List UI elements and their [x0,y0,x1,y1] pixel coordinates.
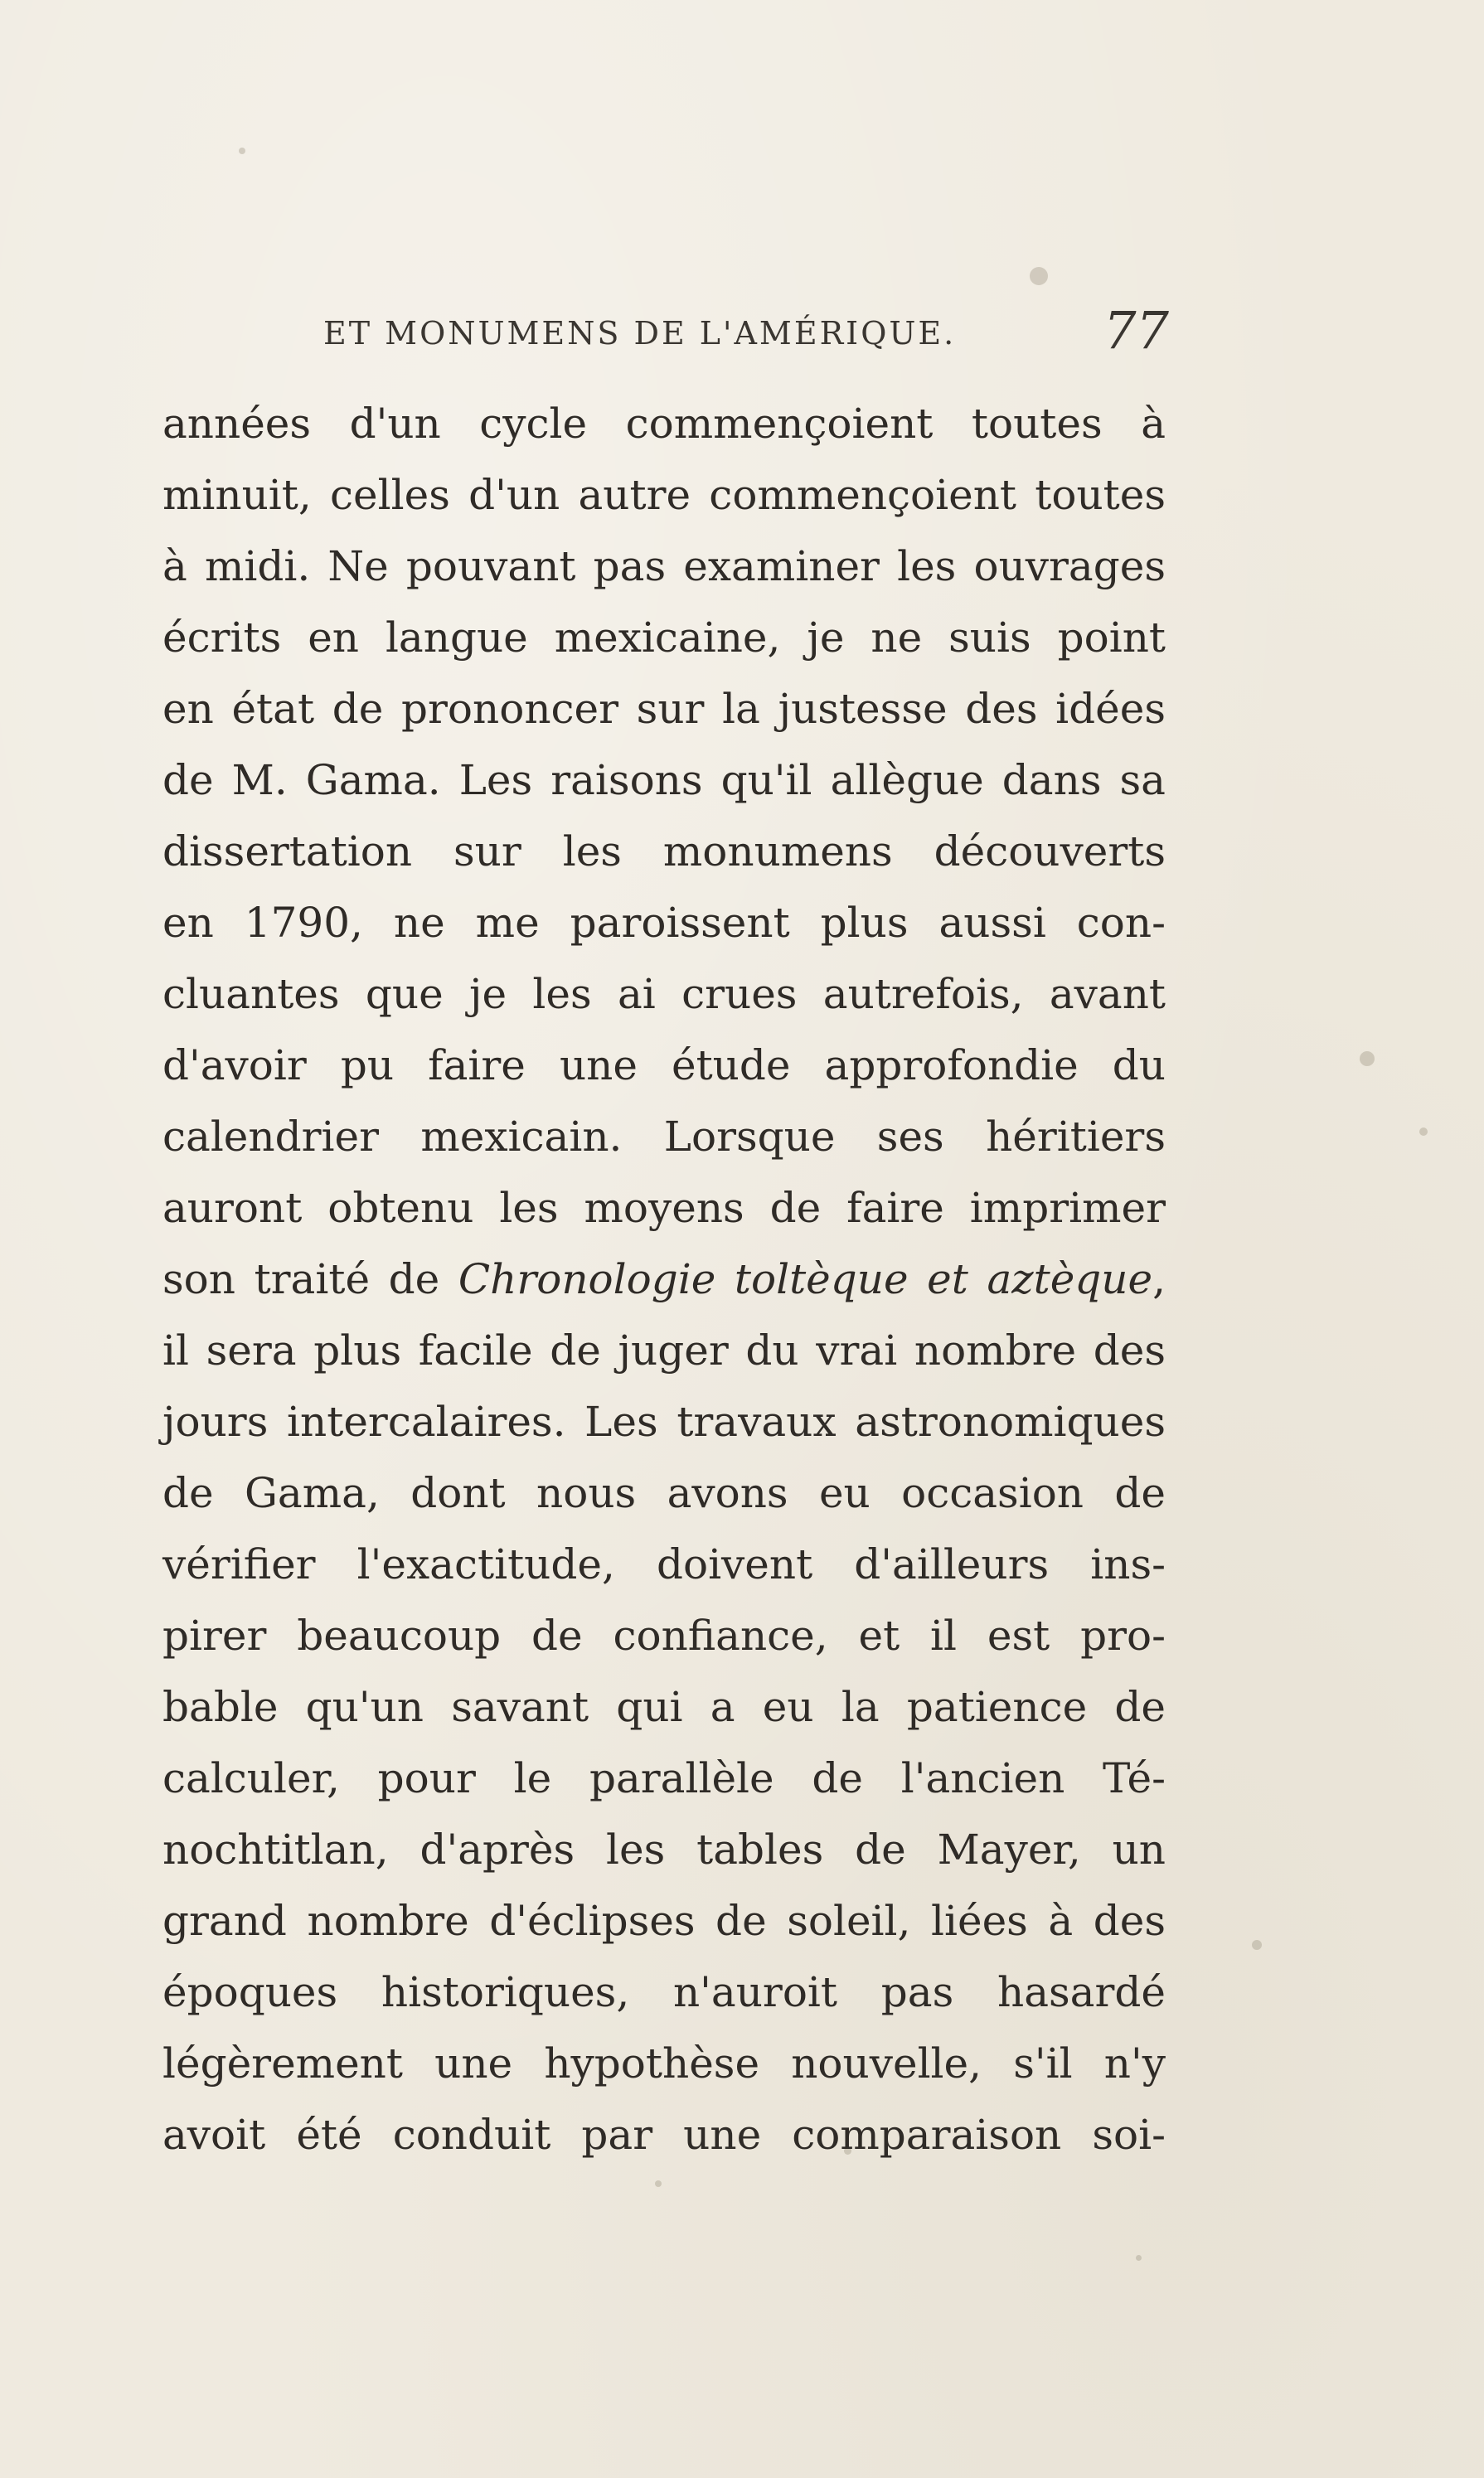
text-line: cluantes que je les ai crues autrefois, avant [162,970,1166,1018]
text-fragment: , [1152,1255,1166,1303]
text-line: d'avoir pu faire une étude approfondie du [162,1041,1166,1089]
text-line: dissertation sur les monumens découverts [162,827,1166,875]
page-number: 77 [1103,300,1169,361]
running-head [323,300,1169,361]
text-line: nochtitlan, d'après les tables de Mayer, un [162,1826,1166,1874]
text-line: calendrier mexicain. Lorsque ses héritiers [162,1113,1166,1161]
text-line: minuit, celles d'un autre commençoient toutes [162,471,1166,519]
text-line: grand nombre d'éclipses de soleil, liées à des [162,1897,1166,1945]
text-line: époques historiques, n'auroit pas hasardé [162,1968,1166,2016]
text-line: en 1790, ne me paroissent plus aussi con- [162,899,1166,947]
text-line: auront obtenu les moyens de faire imprimer [162,1184,1166,1232]
text-line: écrits en langue mexicaine, je ne suis point [162,613,1166,662]
text-line-with-title [162,1244,1166,1315]
foxing-spot [1252,1940,1262,1950]
work-title-italic: Chronologie toltèque et aztèque [458,1255,1153,1303]
text-line: en état de prononcer sur la justesse des idées [162,685,1166,733]
text-line: de M. Gama. Les raisons qu'il allègue dans sa [162,756,1166,804]
foxing-spot [1030,267,1048,285]
text-line: légèrement une hypothèse nouvelle, s'il n'y [162,2039,1166,2088]
text-line: de Gama, dont nous avons eu occasion de [162,1469,1166,1517]
text-line: vérifier l'exactitude, doivent d'ailleurs ins- [162,1540,1166,1588]
foxing-spot [1419,1127,1428,1136]
foxing-spot [239,148,245,154]
foxing-spot [1360,1051,1375,1066]
foxing-spot [655,2180,662,2187]
text-line: à midi. Ne pouvant pas examiner les ouvrages [162,542,1166,590]
text-line: pirer beaucoup de confiance, et il est pro- [162,1612,1166,1660]
text-line: avoit été conduit par une comparaison soi- [162,2111,1166,2159]
text-line: jours intercalaires. Les travaux astronomiques [162,1398,1166,1446]
text-line: calculer, pour le parallèle de l'ancien Té- [162,1754,1166,1802]
text-line: bable qu'un savant qui a eu la patience de [162,1683,1166,1731]
foxing-spot [1136,2255,1142,2261]
body-text [162,388,1166,2170]
text-line: années d'un cycle commençoient toutes à [162,400,1166,448]
running-title: ET MONUMENS DE L'AMÉRIQUE. [323,315,957,352]
text-fragment: son traité de [162,1255,440,1303]
text-line: il sera plus facile de juger du vrai nombre des [162,1326,1166,1375]
